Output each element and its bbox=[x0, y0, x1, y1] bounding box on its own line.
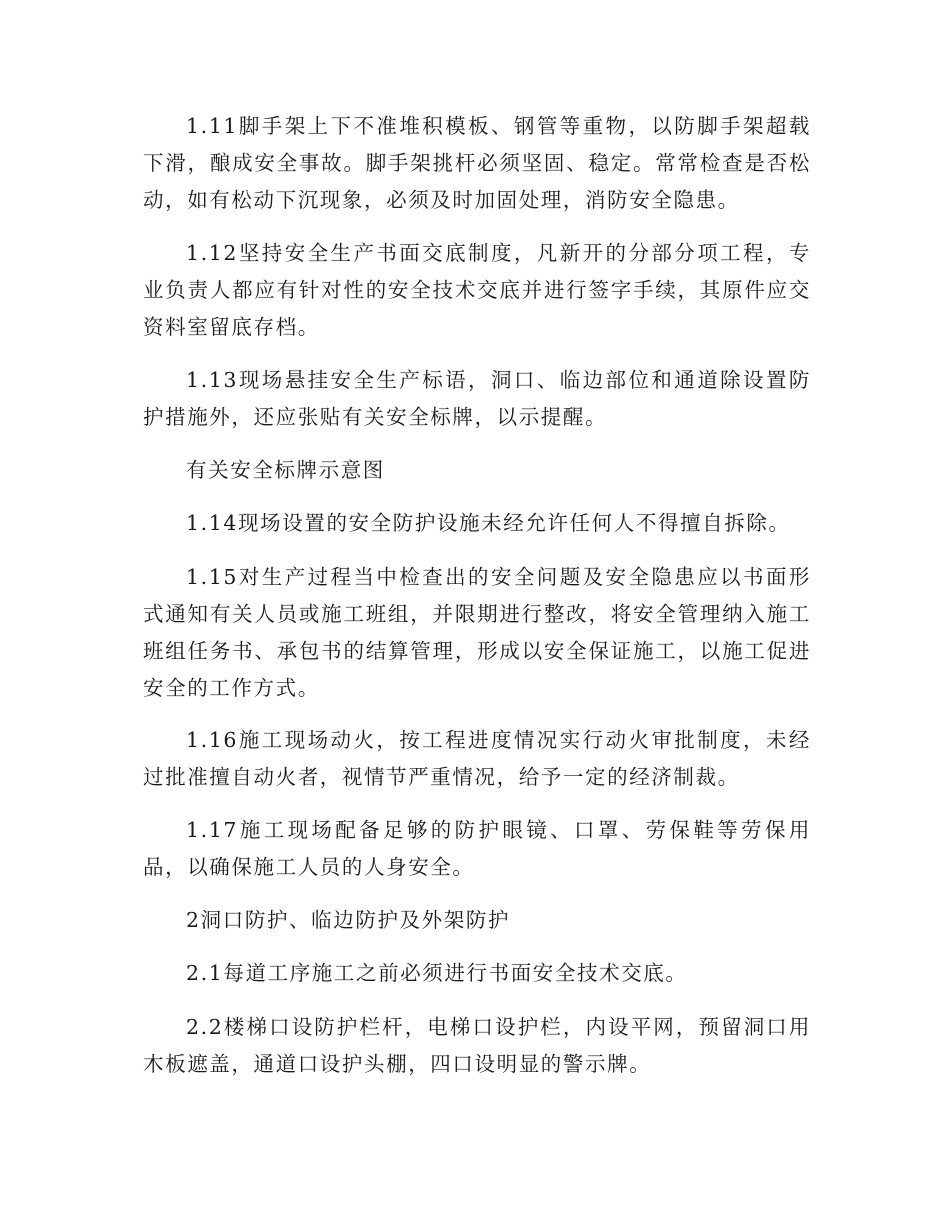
paragraph-1-14: 1.14现场设置的安全防护设施未经允许任何人不得擅自拆除。 bbox=[186, 511, 791, 535]
paragraph-1-15: 1.15对生产过程当中检查出的安全问题及安全隐患应以书面形式通知有关人员或施工班组，并限期进行整改，将安全管理纳入施工班组任务书、承包书的结算管理，形成以安全保证施工，以施工促进安全的工作方式。 bbox=[143, 565, 811, 700]
paragraph-2-2: 2.2楼梯口设防护栏杆，电梯口设护栏，内设平网，预留洞口用木板遮盖，通道口设护头棚，四口设明显的警示牌。 bbox=[143, 1015, 811, 1076]
paragraph-1-16: 1.16施工现场动火，按工程进度情况实行动火审批制度，未经过批准擅自动火者，视情节严重情况，给予一定的经济制裁。 bbox=[143, 728, 811, 789]
figure-caption: 有关安全标牌示意图 bbox=[186, 458, 385, 482]
paragraph-1-11: 1.11脚手架上下不准堆积模板、钢管等重物，以防脚手架超载下滑，酿成安全事故。脚手架挑杆必须坚固、稳定。常常检查是否松动，如有松动下沉现象，必须及时加固处理，消防安全隐患。 bbox=[143, 114, 811, 212]
paragraph-1-17: 1.17施工现场配备足够的防护眼镜、口罩、劳保鞋等劳保用品，以确保施工人员的人身安全。 bbox=[143, 818, 811, 879]
paragraph-2-1: 2.1每道工序施工之前必须进行书面安全技术交底。 bbox=[186, 961, 688, 985]
section-heading-2: 2洞口防护、临边防护及外架防护 bbox=[186, 908, 511, 932]
paragraph-1-13: 1.13现场悬挂安全生产标语，洞口、临边部位和通道除设置防护措施外，还应张贴有关安全标牌，以示提醒。 bbox=[143, 368, 811, 429]
paragraph-1-12: 1.12坚持安全生产书面交底制度，凡新开的分部分项工程，专业负责人都应有针对性的安全技术交底并进行签字手续，其原件应交资料室留底存档。 bbox=[143, 241, 811, 339]
